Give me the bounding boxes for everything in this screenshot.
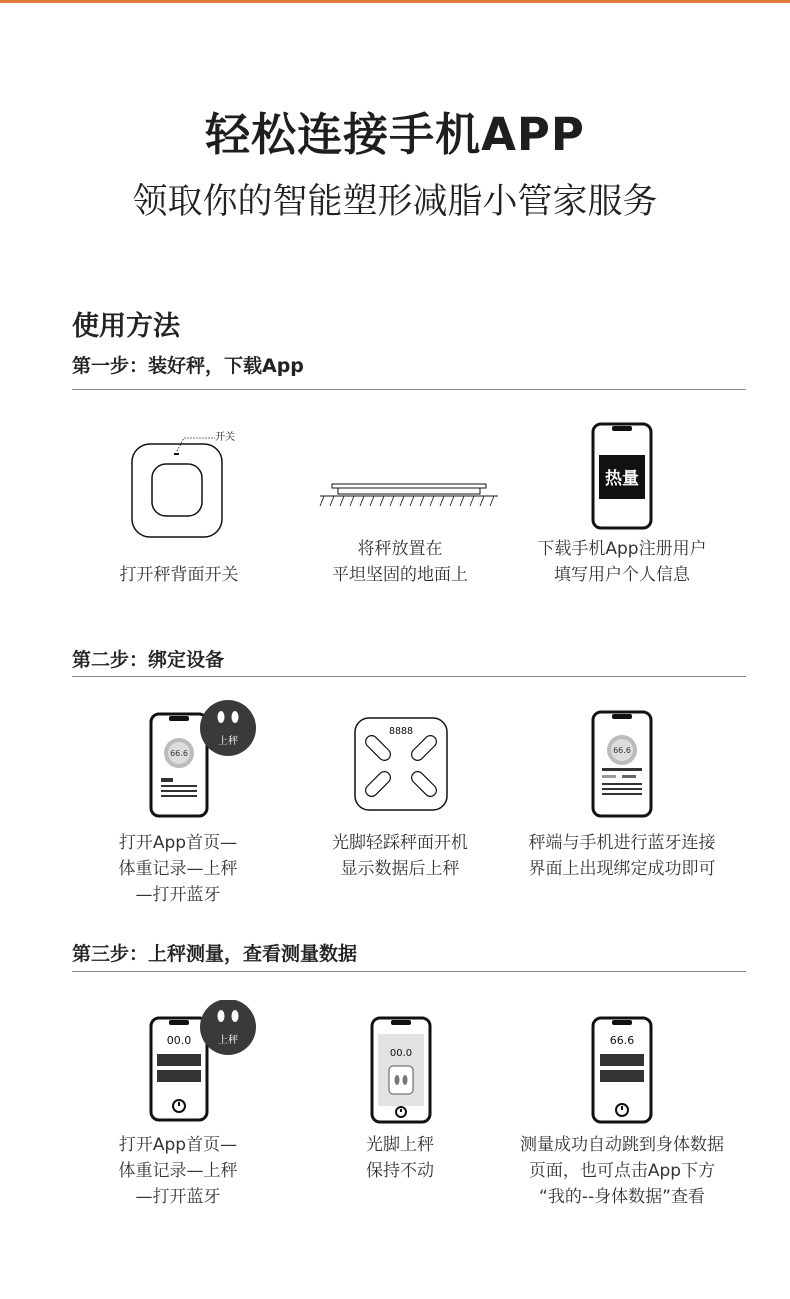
phone-app-download-illustration [590, 422, 654, 530]
scale-top-illustration [353, 716, 449, 812]
scale-display: 8888 [388, 726, 414, 737]
badge-label: 上秤 [218, 1035, 238, 1046]
step-2-title: 第二步：绑定设备 [72, 649, 225, 671]
app-logo-text: 热量 [605, 469, 639, 489]
reading-text: 00.0 [389, 1048, 413, 1059]
usage-section-title: 使用方法 [72, 311, 180, 342]
reading-text: 00.0 [166, 1034, 192, 1047]
scale-on-floor-illustration [316, 478, 502, 512]
phone-weigh-illustration [145, 1000, 261, 1124]
reading-text: 66.6 [613, 746, 631, 755]
phone-standing-illustration [369, 1016, 433, 1124]
step-1-caption-1: 打开秤背面开关 [119, 565, 239, 585]
step-3-caption-3: 测量成功自动跳到身体数据 页面，也可点击App下方 “我的--身体数据”查看 [520, 1135, 724, 1207]
step-2-caption-2: 光脚轻踩秤面开机 显示数据后上秤 [332, 833, 468, 879]
step-3-caption-1: 打开App首页— 体重记录—上秤 —打开蓝牙 [118, 1135, 238, 1207]
step-1-caption-2: 将秤放置在 平坦坚固的地面上 [332, 539, 468, 585]
phone-bound-illustration [590, 710, 654, 818]
reading-text: 66.6 [170, 749, 188, 758]
reading-text: 66.6 [609, 1034, 635, 1047]
step-2-caption-1: 打开App首页— 体重记录—上秤 —打开蓝牙 [118, 833, 238, 905]
step-3-title: 第三步：上秤测量，查看测量数据 [72, 943, 358, 965]
scale-icon [389, 1066, 413, 1094]
scale-back-switch-illustration [122, 424, 252, 542]
phone-result-illustration [590, 1016, 654, 1124]
step-1-divider [72, 389, 746, 390]
step-2-caption-3: 秤端与手机进行蓝牙连接 界面上出现绑定成功即可 [528, 833, 716, 879]
foot-icon [218, 1010, 225, 1022]
feet-badge [200, 1000, 256, 1055]
phone-bluetooth-illustration [145, 700, 261, 820]
foot-icon [218, 711, 225, 723]
badge-label: 上秤 [218, 736, 238, 747]
step-3-divider [72, 971, 746, 972]
top-accent-bar [0, 0, 790, 3]
step-1-caption-3: 下载手机App注册用户 填写用户个人信息 [537, 539, 707, 585]
feet-badge [200, 700, 256, 756]
step-2-divider [72, 676, 746, 677]
step-1-title: 第一步：装好秤，下载App [72, 355, 304, 377]
page-subtitle: 领取你的智能塑形减脂小管家服务 [132, 182, 658, 222]
page-title: 轻松连接手机APP [205, 108, 585, 161]
switch-label: 开关 [215, 432, 235, 443]
step-3-caption-2: 光脚上秤 保持不动 [366, 1135, 434, 1181]
